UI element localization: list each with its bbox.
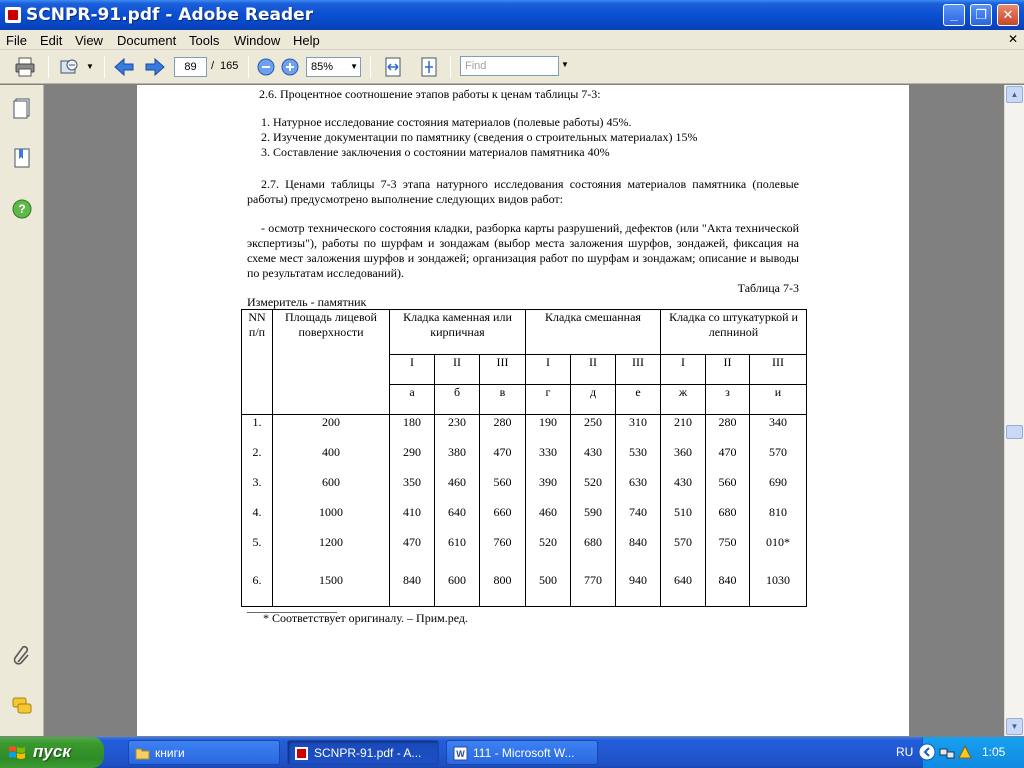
table-cell: 280 (706, 415, 750, 445)
table-header-group: Кладка со штукатуркой и лепниной (661, 310, 807, 355)
table-cell: 460 (526, 505, 571, 535)
taskbar-item-adobe-reader[interactable] (287, 740, 439, 765)
table-header-letter: з (706, 385, 750, 415)
table-header-nn: NN п/п (242, 310, 273, 415)
table-header-letter: ж (661, 385, 706, 415)
table-cell: 010* (750, 535, 807, 565)
find-input[interactable]: Find (460, 56, 559, 76)
taskbar-item-word[interactable] (446, 740, 598, 765)
table-cell: 640 (435, 505, 480, 535)
table-cell: 800 (480, 565, 526, 607)
table-cell: 520 (526, 535, 571, 565)
table-cell: 330 (526, 445, 571, 475)
table-cell: 510 (661, 505, 706, 535)
table-header-letter: а (390, 385, 435, 415)
scroll-down-button[interactable] (1006, 718, 1023, 735)
table-cell: 840 (390, 565, 435, 607)
table-cell: 460 (435, 475, 480, 505)
pdf-icon (294, 746, 309, 761)
fit-width-icon[interactable] (382, 56, 404, 78)
clock: 1:05 (982, 745, 1006, 759)
table-row (242, 415, 807, 445)
table-cell: 680 (706, 505, 750, 535)
navigation-panel (0, 85, 44, 736)
page-separator: / (211, 60, 215, 72)
title-bar (0, 0, 1024, 30)
table-cell: 470 (390, 535, 435, 565)
table-header-roman: II (435, 355, 480, 385)
windows-logo-icon (8, 744, 26, 762)
table-row (242, 445, 807, 475)
fit-page-icon[interactable] (418, 56, 440, 78)
vertical-scrollbar[interactable] (1004, 85, 1024, 736)
folder-icon (135, 746, 150, 761)
table-cell: 400 (273, 445, 390, 475)
taskbar-item-label: SCNPR-91.pdf - A... (314, 746, 422, 760)
table-cell: 750 (706, 535, 750, 565)
price-table (241, 309, 807, 607)
toolbar-separator (248, 56, 249, 78)
table-cell: 680 (571, 535, 616, 565)
taskbar (0, 737, 1024, 768)
zoom-out-icon[interactable] (255, 56, 277, 78)
table-cell: 210 (661, 415, 706, 445)
table-cell: 310 (616, 415, 661, 445)
zoom-select[interactable] (306, 57, 361, 77)
table-cell: 380 (435, 445, 480, 475)
table-cell: 470 (480, 445, 526, 475)
table-cell: 430 (571, 445, 616, 475)
table-cell: 1000 (273, 505, 390, 535)
table-cell: 1030 (750, 565, 807, 607)
previous-page-icon[interactable] (113, 56, 135, 78)
close-button[interactable] (997, 4, 1019, 26)
section-2-6-heading: 2.6. Процентное соотношение этапов работы к ценам таблицы 7-3: (259, 87, 601, 101)
menu-edit[interactable]: Edit (40, 33, 63, 48)
find-dropdown-icon[interactable]: ▼ (561, 60, 569, 69)
toolbar-separator (370, 56, 371, 78)
table-cell: 280 (480, 415, 526, 445)
table-cell: 230 (435, 415, 480, 445)
works-paragraph: - осмотр технического состояния кладки, разборка карты разрушений, дефектов (или "Акта технической экспертизы"), работы по шурфам и зондажам (выбор места заложения шурфов, зондажей, фиксация на схеме мест заложения шурфов и зондажей; организация работ по шурфам и зондажам; описание и выводы по результатам исследований). (247, 221, 799, 280)
table-caption: Таблица 7-3 (737, 281, 799, 295)
tray-expand-icon[interactable] (918, 743, 936, 761)
comments-icon[interactable] (11, 695, 33, 717)
taskbar-item-label: 111 - Microsoft W... (473, 746, 575, 760)
table-cell: 430 (661, 475, 706, 505)
table-cell: 2. (242, 445, 273, 475)
menu-window[interactable]: Window (234, 33, 281, 48)
table-cell: 660 (480, 505, 526, 535)
menu-view[interactable]: View (75, 33, 103, 48)
email-icon[interactable] (58, 56, 80, 78)
window-title: SCNPR-91.pdf - Adobe Reader (26, 5, 314, 25)
table-cell: 500 (526, 565, 571, 607)
table-cell: 1. (242, 415, 273, 445)
table-body (242, 415, 807, 607)
system-tray (922, 737, 1024, 768)
table-header-letter: и (750, 385, 807, 415)
taskbar-item-folder[interactable] (128, 740, 280, 765)
footnote: * Соответствует оригиналу. – Прим.ред. (263, 611, 469, 625)
table-cell: 350 (390, 475, 435, 505)
table-header-group: Кладка каменная или кирпичная (390, 310, 526, 355)
bookmarks-icon[interactable] (11, 147, 33, 169)
table-cell: 560 (480, 475, 526, 505)
menu-bar (0, 30, 1024, 50)
table-header-letter: г (526, 385, 571, 415)
table-cell: 760 (480, 535, 526, 565)
start-button[interactable] (0, 737, 104, 768)
table-cell: 250 (571, 415, 616, 445)
menu-tools[interactable]: Tools (189, 33, 220, 48)
menu-document[interactable]: Document (117, 33, 177, 48)
word-icon (453, 746, 468, 761)
chevron-down-icon: ▼ (1010, 722, 1019, 731)
restore-icon: ❐ (975, 7, 987, 22)
table-cell: 840 (706, 565, 750, 607)
table-cell: 390 (526, 475, 571, 505)
toolbar-separator (48, 56, 49, 78)
adobe-reader-icon (5, 7, 21, 23)
menu-help[interactable]: Help (293, 33, 320, 48)
pdf-page (137, 85, 909, 736)
table-cell: 810 (750, 505, 807, 535)
table-cell: 770 (571, 565, 616, 607)
table-cell: 570 (750, 445, 807, 475)
close-icon: ✕ (1002, 7, 1014, 22)
safely-remove-icon[interactable] (957, 744, 973, 760)
list-item: 1. Натурное исследование состояния материалов (полевые работы) 45%. (261, 115, 632, 129)
table-header-area: Площадь лицевой поверхности (273, 310, 390, 415)
menu-file[interactable]: File (6, 33, 27, 48)
table-cell: 690 (750, 475, 807, 505)
table-row (242, 535, 807, 565)
table-cell: 4. (242, 505, 273, 535)
table-header-roman: III (750, 355, 807, 385)
table-header-letter: б (435, 385, 480, 415)
table-cell: 840 (616, 535, 661, 565)
next-page-icon[interactable] (144, 56, 166, 78)
table-cell: 590 (571, 505, 616, 535)
table-header-roman: III (616, 355, 661, 385)
table-cell: 630 (616, 475, 661, 505)
table-cell: 1500 (273, 565, 390, 607)
document-close-icon[interactable]: ✕ (1007, 32, 1018, 46)
document-view[interactable] (44, 85, 1004, 736)
table-header-letter: в (480, 385, 526, 415)
section-2-7-paragraph: 2.7. Ценами таблицы 7-3 этапа натурного исследования состояния материалов памятника (полевые работы) предусмотрено выполнение следующих видов работ: (247, 177, 799, 206)
table-cell: 340 (750, 415, 807, 445)
footnote-rule: _______________ (247, 600, 337, 614)
table-cell: 180 (390, 415, 435, 445)
table-cell: 200 (273, 415, 390, 445)
table-header-roman: I (661, 355, 706, 385)
maximize-button[interactable] (970, 4, 992, 26)
table-cell: 470 (706, 445, 750, 475)
table-cell: 5. (242, 535, 273, 565)
zoom-in-icon[interactable] (279, 56, 301, 78)
table-header-letter: е (616, 385, 661, 415)
table-cell: 190 (526, 415, 571, 445)
taskbar-item-label: книги (155, 746, 185, 760)
table-cell: 600 (435, 565, 480, 607)
start-label: пуск (33, 742, 71, 761)
table-header-roman: III (480, 355, 526, 385)
table-cell: 520 (571, 475, 616, 505)
pages-icon[interactable] (11, 97, 33, 119)
network-icon[interactable] (939, 744, 955, 760)
language-indicator[interactable]: RU (896, 745, 914, 759)
page-total: 165 (220, 60, 239, 72)
table-measure-label: Измеритель - памятник (247, 295, 367, 309)
table-header-letter: д (571, 385, 616, 415)
toolbar-separator (450, 56, 451, 78)
table-cell: 410 (390, 505, 435, 535)
table-cell: 600 (273, 475, 390, 505)
table-cell: 1200 (273, 535, 390, 565)
table-cell: 740 (616, 505, 661, 535)
scroll-up-button[interactable] (1006, 86, 1023, 103)
minimize-button[interactable] (943, 4, 965, 26)
list-item: 2. Изучение документации по памятнику (сведения о строительных материалах) 15% (261, 130, 698, 144)
table-header-roman: I (390, 355, 435, 385)
list-item: 3. Составление заключения о состоянии материалов памятника 40% (261, 145, 610, 159)
table-cell: 560 (706, 475, 750, 505)
table-header-roman: II (706, 355, 750, 385)
minimize-icon: _ (950, 7, 958, 22)
print-icon[interactable] (14, 56, 36, 78)
table-row (242, 505, 807, 535)
table-header-group: Кладка смешанная (526, 310, 661, 355)
svg-text:?: ? (18, 202, 26, 216)
toolbar (0, 50, 1024, 84)
table-row (242, 475, 807, 505)
table-cell: 610 (435, 535, 480, 565)
table-cell: 6. (242, 565, 273, 607)
table-header-roman: II (571, 355, 616, 385)
table-cell: 360 (661, 445, 706, 475)
chevron-up-icon: ▲ (1010, 90, 1019, 99)
help-icon[interactable] (11, 198, 33, 220)
toolbar-separator (104, 56, 105, 78)
table-cell: 640 (661, 565, 706, 607)
page-number-input[interactable]: 89 (174, 57, 207, 77)
attachments-icon[interactable] (11, 645, 33, 667)
email-dropdown-icon[interactable]: ▼ (86, 62, 94, 71)
table-cell: 290 (390, 445, 435, 475)
svg-text:W: W (456, 749, 465, 759)
table-cell: 570 (661, 535, 706, 565)
scroll-thumb[interactable] (1006, 425, 1023, 439)
zoom-dropdown-icon[interactable]: ▼ (350, 62, 358, 71)
table-header-roman: I (526, 355, 571, 385)
table-cell: 3. (242, 475, 273, 505)
table-cell: 940 (616, 565, 661, 607)
table-cell: 530 (616, 445, 661, 475)
zoom-value: 85% (311, 61, 334, 73)
